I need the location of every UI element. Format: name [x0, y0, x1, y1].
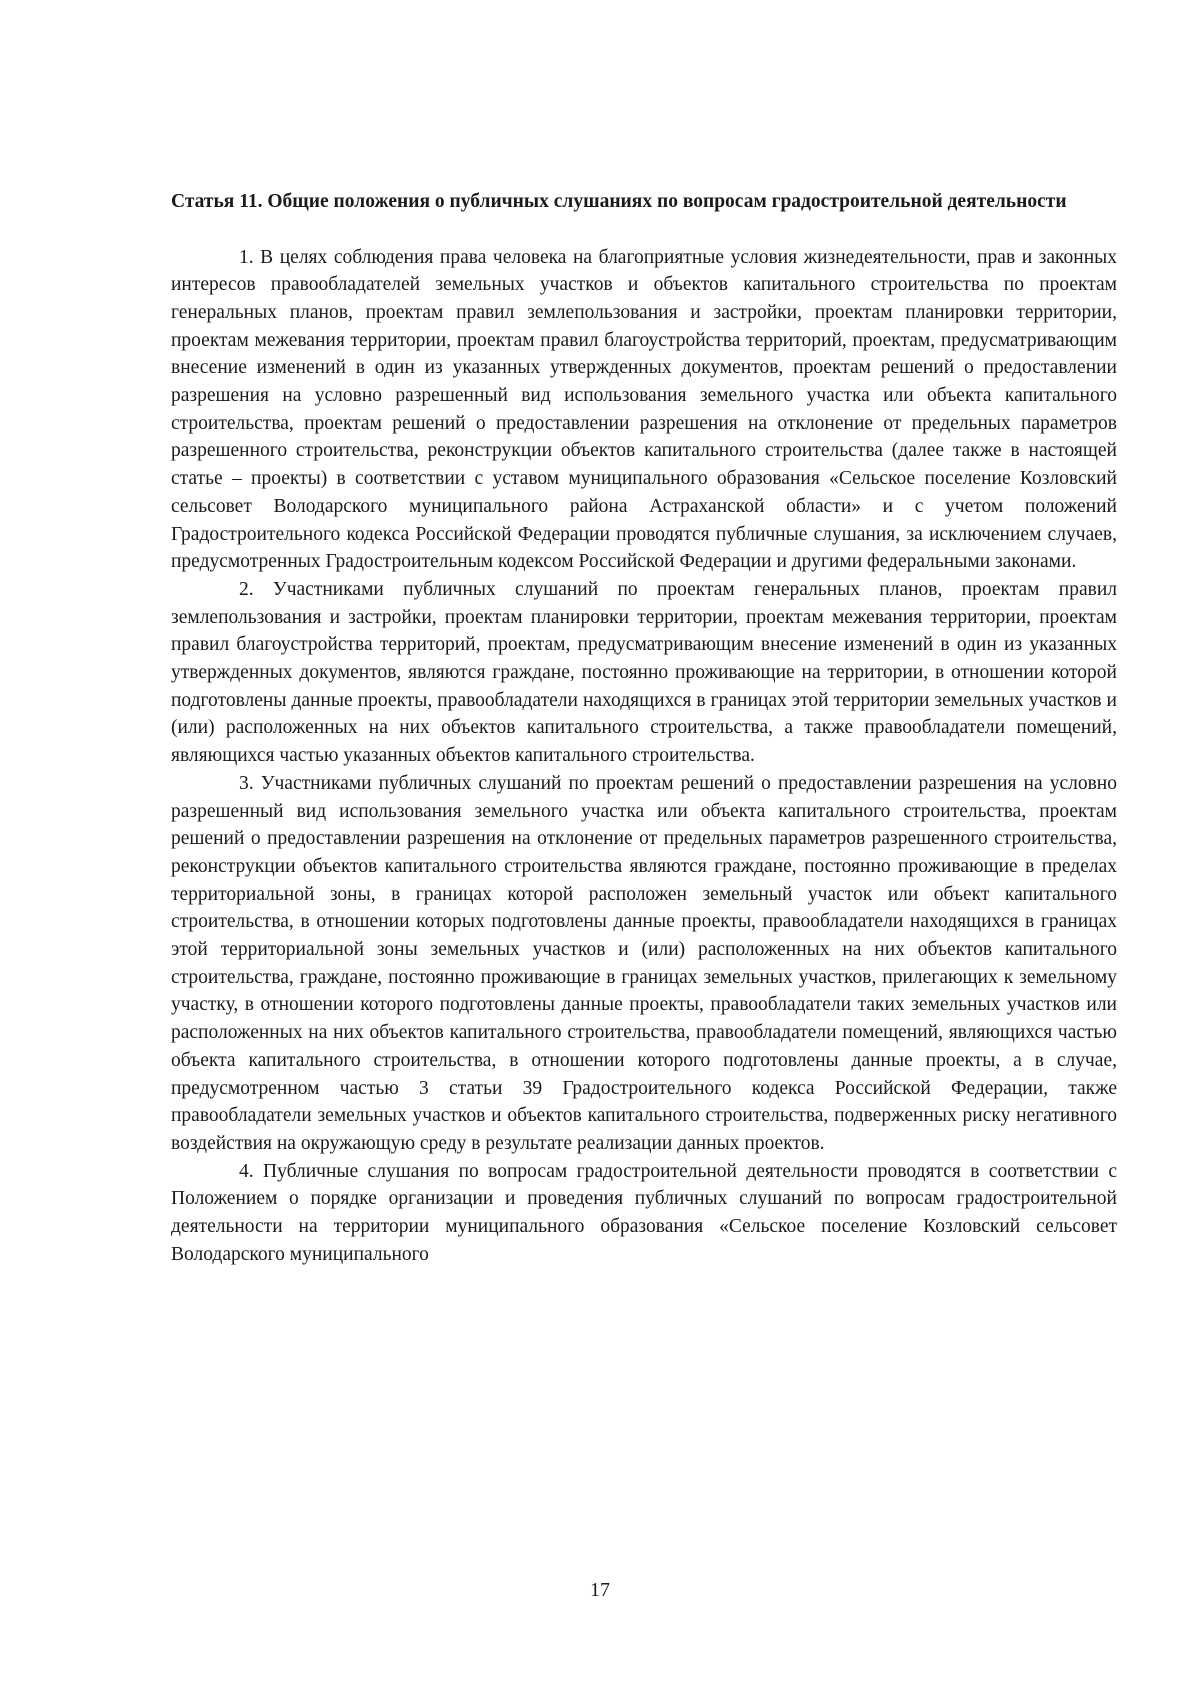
paragraph-4: 4. Публичные слушания по вопросам градостроительной деятельности проводятся в соответствии с Положением о порядке организации и проведения публичных слушаний по вопросам градостроительной деятельности на территории муниципального образования «Сельское поселение Козловский сельсовет Володарского муниципального [171, 1160, 1117, 1265]
paragraph-2: 2. Участниками публичных слушаний по проектам генеральных планов, проектам правил землепользования и застройки, проектам планировки территории, проектам межевания территории, проектам правил благоустройства территорий, проектам, предусматривающим внесение изменений в один из указанных утвержденных документов, являются граждане, постоянно проживающие на территории, в отношении которой подготовлены данные проекты, правообладатели находящихся в границах этой территории земельных участков и (или) расположенных на них объектов капитального строительства, а также правообладатели помещений, являющихся частью указанных объектов капитального строительства. [171, 578, 1117, 767]
article-title: Статья 11. Общие положения о публичных слушаниях по вопросам градостроительной деятельности [171, 191, 1067, 212]
paragraph-1: 1. В целях соблюдения права человека на благоприятные условия жизнедеятельности, прав и законных интересов правообладателей земельных участков и объектов капитального строительства по проектам генеральных планов, проектам правил землепользования и застройки, проектам планировки территории, проектам межевания территории, проектам правил благоустройства территорий, проектам, предусматривающим внесение изменений в один из указанных утвержденных документов, проектам решений о предоставлении разрешения на условно разрешенный вид использования земельного участка или объекта капитального строительства, проектам решений о предоставлении разрешения на отклонение от предельных параметров разрешенного строительства, реконструкции объектов капитального строительства (далее также в настоящей статье – проекты) в соответствии с уставом муниципального образования «Сельское поселение Козловский сельсовет Володарского муниципального района Астраханской области» и с учетом положений Градостроительного кодекса Российской Федерации проводятся публичные слушания, за исключением случаев, предусмотренных Градостроительным кодексом Российской Федерации и другими федеральными законами. [171, 246, 1117, 573]
paragraph-3: 3. Участниками публичных слушаний по проектам решений о предоставлении разрешения на условно разрешенный вид использования земельного участка или объекта капитального строительства, проектам решений о предоставлении разрешения на отклонение от предельных параметров разрешенного строительства, реконструкции объектов капитального строительства являются граждане, постоянно проживающие в пределах территориальной зоны, в границах которой расположен земельный участок или объект капитального строительства, в отношении которых подготовлены данные проекты, правообладатели находящихся в границах этой территориальной зоны земельных участков и (или) расположенных на них объектов капитального строительства, граждане, постоянно проживающие в границах земельных участков, прилегающих к земельному участку, в отношении которого подготовлены данные проекты, правообладатели таких земельных участков или расположенных на них объектов капитального строительства, правообладатели помещений, являющихся частью объекта капитального строительства, в отношении которого подготовлены данные проекты, а в случае, предусмотренном частью 3 статьи 39 Градостроительного кодекса Российской Федерации, также правообладатели земельных участков и объектов капитального строительства, подверженных риску негативного воздействия на окружающую среду в результате реализации данных проектов. [171, 772, 1117, 1154]
page-number: 17 [590, 1579, 610, 1601]
page-content [171, 188, 1117, 1269]
